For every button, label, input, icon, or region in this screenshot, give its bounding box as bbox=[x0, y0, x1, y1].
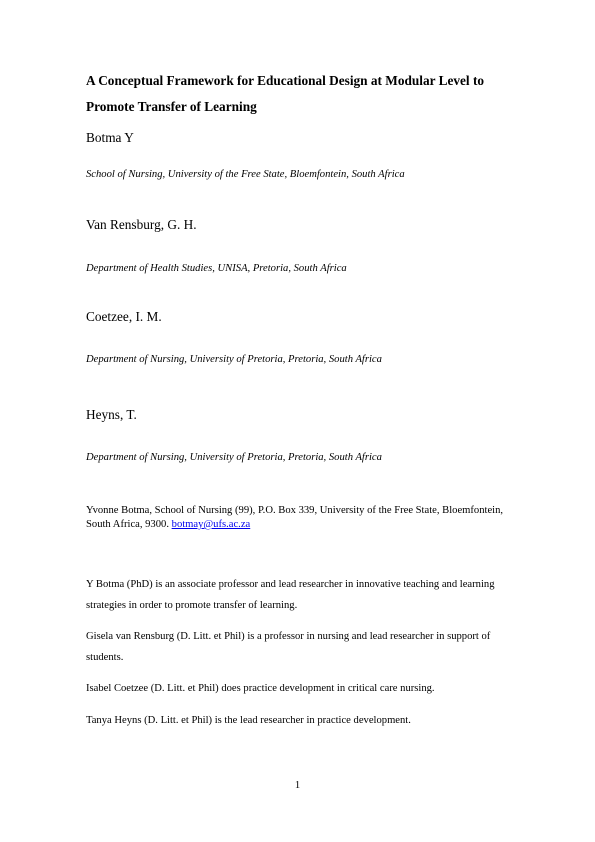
correspondence-text: Yvonne Botma, School of Nursing (99), P.O. Box 339, University of the Free State, Bloemfontein, South Africa, 9300. bbox=[86, 505, 504, 530]
author-bio-3: Isabel Coetzee (D. Litt. et Phil) does practice development in critical care nursing. bbox=[86, 683, 435, 694]
author-affiliation-1: School of Nursing, University of the Free State, Bloemfontein, South Africa bbox=[86, 169, 405, 180]
page-number: 1 bbox=[294, 780, 301, 791]
author-affiliation-2: Department of Health Studies, UNISA, Pretoria, South Africa bbox=[86, 263, 347, 274]
author-bio-4: Tanya Heyns (D. Litt. et Phil) is the lead researcher in practice development. bbox=[86, 715, 411, 726]
correspondence-address bbox=[86, 504, 515, 532]
correspondence-email-link[interactable]: botmay@ufs.ac.za bbox=[171, 519, 251, 530]
author-affiliation-3: Department of Nursing, University of Pretoria, Pretoria, South Africa bbox=[86, 354, 382, 365]
author-name-1: Botma Y bbox=[86, 130, 134, 145]
paper-title bbox=[86, 68, 515, 120]
title-line-1: A Conceptual Framework for Educational Design at Modular Level to bbox=[86, 73, 485, 88]
author-affiliation-4: Department of Nursing, University of Pretoria, Pretoria, South Africa bbox=[86, 452, 382, 463]
author-name-2: Van Rensburg, G. H. bbox=[86, 217, 197, 232]
author-name-4: Heyns, T. bbox=[86, 407, 137, 422]
author-bio-2: Gisela van Rensburg (D. Litt. et Phil) is a professor in nursing and lead researcher in support of students. bbox=[86, 631, 491, 663]
author-name-3: Coetzee, I. M. bbox=[86, 309, 162, 324]
title-line-2: Promote Transfer of Learning bbox=[86, 99, 257, 114]
author-bio-1: Y Botma (PhD) is an associate professor and lead researcher in innovative teaching and learning strategies in order to promote transfer of learning. bbox=[86, 579, 495, 611]
